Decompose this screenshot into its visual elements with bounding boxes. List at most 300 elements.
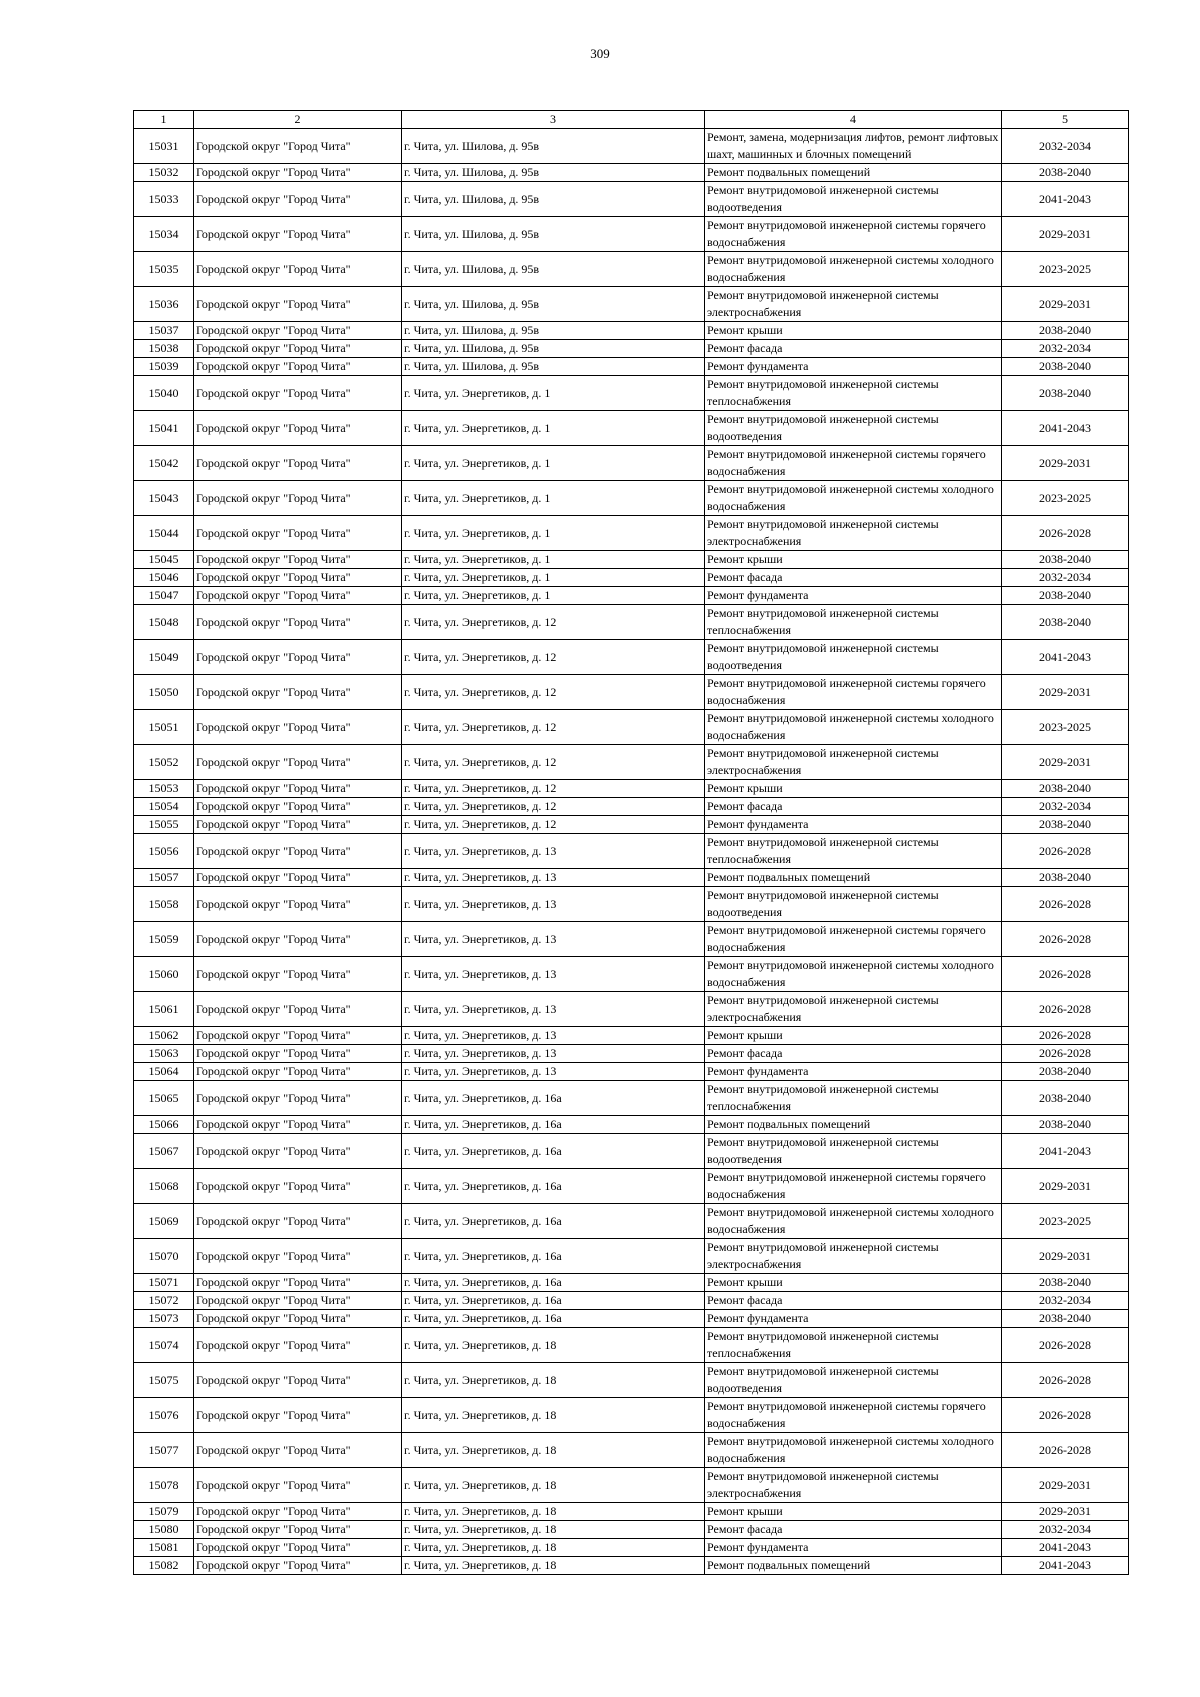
work-type-cell: Ремонт внутридомовой инженерной системы теплоснабжения <box>705 1081 1002 1116</box>
address-cell: г. Чита, ул. Энергетиков, д. 12 <box>402 798 705 816</box>
period-cell: 2023-2025 <box>1002 710 1129 745</box>
column-header: 1 <box>134 111 194 129</box>
table-row <box>134 164 1129 182</box>
row-number: 15033 <box>134 182 194 217</box>
period-cell: 2029-2031 <box>1002 1468 1129 1503</box>
address-cell: г. Чита, ул. Энергетиков, д. 12 <box>402 605 705 640</box>
repair-schedule-table <box>133 110 1129 1575</box>
work-type-cell: Ремонт внутридомовой инженерной системы горячего водоснабжения <box>705 446 1002 481</box>
address-cell: г. Чита, ул. Энергетиков, д. 18 <box>402 1363 705 1398</box>
municipality-cell: Городской округ "Город Чита" <box>194 922 402 957</box>
address-cell: г. Чита, ул. Шилова, д. 95в <box>402 217 705 252</box>
table-row <box>134 1363 1129 1398</box>
work-type-cell: Ремонт фасада <box>705 1521 1002 1539</box>
row-number: 15075 <box>134 1363 194 1398</box>
period-cell: 2041-2043 <box>1002 411 1129 446</box>
work-type-cell: Ремонт фундамента <box>705 1063 1002 1081</box>
period-cell: 2029-2031 <box>1002 1169 1129 1204</box>
period-cell: 2038-2040 <box>1002 1116 1129 1134</box>
table-row <box>134 710 1129 745</box>
table-row <box>134 129 1129 164</box>
work-type-cell: Ремонт подвальных помещений <box>705 869 1002 887</box>
period-cell: 2032-2034 <box>1002 1292 1129 1310</box>
table-row <box>134 834 1129 869</box>
row-number: 15044 <box>134 516 194 551</box>
work-type-cell: Ремонт внутридомовой инженерной системы электроснабжения <box>705 287 1002 322</box>
row-number: 15046 <box>134 569 194 587</box>
address-cell: г. Чита, ул. Энергетиков, д. 13 <box>402 957 705 992</box>
row-number: 15049 <box>134 640 194 675</box>
work-type-cell: Ремонт внутридомовой инженерной системы водоотведения <box>705 1363 1002 1398</box>
table-row <box>134 551 1129 569</box>
work-type-cell: Ремонт фасада <box>705 569 1002 587</box>
period-cell: 2026-2028 <box>1002 922 1129 957</box>
municipality-cell: Городской округ "Город Чита" <box>194 569 402 587</box>
period-cell: 2029-2031 <box>1002 675 1129 710</box>
period-cell: 2026-2028 <box>1002 516 1129 551</box>
work-type-cell: Ремонт внутридомовой инженерной системы электроснабжения <box>705 1239 1002 1274</box>
period-cell: 2026-2028 <box>1002 1433 1129 1468</box>
address-cell: г. Чита, ул. Энергетиков, д. 16а <box>402 1081 705 1116</box>
municipality-cell: Городской округ "Город Чита" <box>194 481 402 516</box>
period-cell: 2029-2031 <box>1002 446 1129 481</box>
municipality-cell: Городской округ "Город Чита" <box>194 217 402 252</box>
table-row <box>134 1169 1129 1204</box>
work-type-cell: Ремонт фундамента <box>705 587 1002 605</box>
table-row <box>134 1539 1129 1557</box>
period-cell: 2038-2040 <box>1002 780 1129 798</box>
municipality-cell: Городской округ "Город Чита" <box>194 1539 402 1557</box>
municipality-cell: Городской округ "Город Чита" <box>194 446 402 481</box>
table-row <box>134 1503 1129 1521</box>
address-cell: г. Чита, ул. Шилова, д. 95в <box>402 164 705 182</box>
address-cell: г. Чита, ул. Энергетиков, д. 13 <box>402 834 705 869</box>
period-cell: 2026-2028 <box>1002 1398 1129 1433</box>
row-number: 15057 <box>134 869 194 887</box>
period-cell: 2038-2040 <box>1002 376 1129 411</box>
municipality-cell: Городской округ "Город Чита" <box>194 816 402 834</box>
address-cell: г. Чита, ул. Энергетиков, д. 1 <box>402 376 705 411</box>
table-row <box>134 1027 1129 1045</box>
work-type-cell: Ремонт внутридомовой инженерной системы горячего водоснабжения <box>705 1169 1002 1204</box>
period-cell: 2038-2040 <box>1002 164 1129 182</box>
table-row <box>134 605 1129 640</box>
row-number: 15061 <box>134 992 194 1027</box>
row-number: 15047 <box>134 587 194 605</box>
work-type-cell: Ремонт крыши <box>705 1274 1002 1292</box>
period-cell: 2038-2040 <box>1002 605 1129 640</box>
municipality-cell: Городской округ "Город Чита" <box>194 358 402 376</box>
period-cell: 2038-2040 <box>1002 816 1129 834</box>
work-type-cell: Ремонт подвальных помещений <box>705 164 1002 182</box>
address-cell: г. Чита, ул. Энергетиков, д. 16а <box>402 1169 705 1204</box>
page-number: 309 <box>590 46 610 61</box>
row-number: 15054 <box>134 798 194 816</box>
work-type-cell: Ремонт фундамента <box>705 1310 1002 1328</box>
table-row <box>134 1557 1129 1575</box>
row-number: 15051 <box>134 710 194 745</box>
row-number: 15038 <box>134 340 194 358</box>
work-type-cell: Ремонт крыши <box>705 780 1002 798</box>
work-type-cell: Ремонт внутридомовой инженерной системы холодного водоснабжения <box>705 1204 1002 1239</box>
row-number: 15078 <box>134 1468 194 1503</box>
period-cell: 2038-2040 <box>1002 1081 1129 1116</box>
municipality-cell: Городской округ "Город Чита" <box>194 1274 402 1292</box>
work-type-cell: Ремонт внутридомовой инженерной системы теплоснабжения <box>705 605 1002 640</box>
address-cell: г. Чита, ул. Шилова, д. 95в <box>402 252 705 287</box>
municipality-cell: Городской округ "Город Чита" <box>194 1116 402 1134</box>
row-number: 15058 <box>134 887 194 922</box>
municipality-cell: Городской округ "Город Чита" <box>194 287 402 322</box>
table-row <box>134 182 1129 217</box>
address-cell: г. Чита, ул. Энергетиков, д. 1 <box>402 569 705 587</box>
table-row <box>134 780 1129 798</box>
municipality-cell: Городской округ "Город Чита" <box>194 551 402 569</box>
address-cell: г. Чита, ул. Энергетиков, д. 13 <box>402 1063 705 1081</box>
period-cell: 2038-2040 <box>1002 869 1129 887</box>
row-number: 15050 <box>134 675 194 710</box>
address-cell: г. Чита, ул. Энергетиков, д. 1 <box>402 516 705 551</box>
row-number: 15072 <box>134 1292 194 1310</box>
row-number: 15040 <box>134 376 194 411</box>
table-row <box>134 640 1129 675</box>
address-cell: г. Чита, ул. Энергетиков, д. 13 <box>402 992 705 1027</box>
table-row <box>134 340 1129 358</box>
municipality-cell: Городской округ "Город Чита" <box>194 957 402 992</box>
table-body <box>134 129 1129 1575</box>
municipality-cell: Городской округ "Город Чита" <box>194 516 402 551</box>
municipality-cell: Городской округ "Город Чита" <box>194 1328 402 1363</box>
work-type-cell: Ремонт, замена, модернизация лифтов, ремонт лифтовых шахт, машинных и блочных помещений <box>705 129 1002 164</box>
period-cell: 2032-2034 <box>1002 340 1129 358</box>
row-number: 15034 <box>134 217 194 252</box>
municipality-cell: Городской округ "Город Чита" <box>194 798 402 816</box>
address-cell: г. Чита, ул. Шилова, д. 95в <box>402 322 705 340</box>
address-cell: г. Чита, ул. Энергетиков, д. 18 <box>402 1468 705 1503</box>
row-number: 15068 <box>134 1169 194 1204</box>
work-type-cell: Ремонт внутридомовой инженерной системы электроснабжения <box>705 745 1002 780</box>
period-cell: 2029-2031 <box>1002 1239 1129 1274</box>
row-number: 15065 <box>134 1081 194 1116</box>
table-row <box>134 1328 1129 1363</box>
address-cell: г. Чита, ул. Шилова, д. 95в <box>402 129 705 164</box>
address-cell: г. Чита, ул. Энергетиков, д. 13 <box>402 1027 705 1045</box>
address-cell: г. Чита, ул. Энергетиков, д. 18 <box>402 1539 705 1557</box>
work-type-cell: Ремонт внутридомовой инженерной системы теплоснабжения <box>705 1328 1002 1363</box>
row-number: 15059 <box>134 922 194 957</box>
municipality-cell: Городской округ "Город Чита" <box>194 1433 402 1468</box>
address-cell: г. Чита, ул. Энергетиков, д. 16а <box>402 1239 705 1274</box>
table-row <box>134 1116 1129 1134</box>
row-number: 15069 <box>134 1204 194 1239</box>
column-header: 4 <box>705 111 1002 129</box>
table-header-row <box>134 111 1129 129</box>
address-cell: г. Чита, ул. Энергетиков, д. 12 <box>402 710 705 745</box>
row-number: 15060 <box>134 957 194 992</box>
table-row <box>134 887 1129 922</box>
address-cell: г. Чита, ул. Энергетиков, д. 18 <box>402 1503 705 1521</box>
table-row <box>134 745 1129 780</box>
table-row <box>134 481 1129 516</box>
municipality-cell: Городской округ "Город Чита" <box>194 869 402 887</box>
row-number: 15071 <box>134 1274 194 1292</box>
table-row <box>134 1134 1129 1169</box>
table-row <box>134 1398 1129 1433</box>
work-type-cell: Ремонт внутридомовой инженерной системы горячего водоснабжения <box>705 217 1002 252</box>
municipality-cell: Городской округ "Город Чита" <box>194 640 402 675</box>
row-number: 15052 <box>134 745 194 780</box>
work-type-cell: Ремонт внутридомовой инженерной системы горячего водоснабжения <box>705 1398 1002 1433</box>
period-cell: 2023-2025 <box>1002 481 1129 516</box>
table-row <box>134 1045 1129 1063</box>
work-type-cell: Ремонт крыши <box>705 551 1002 569</box>
period-cell: 2038-2040 <box>1002 358 1129 376</box>
row-number: 15032 <box>134 164 194 182</box>
table-row <box>134 252 1129 287</box>
period-cell: 2041-2043 <box>1002 1539 1129 1557</box>
period-cell: 2032-2034 <box>1002 569 1129 587</box>
municipality-cell: Городской округ "Город Чита" <box>194 1239 402 1274</box>
row-number: 15077 <box>134 1433 194 1468</box>
period-cell: 2029-2031 <box>1002 217 1129 252</box>
period-cell: 2026-2028 <box>1002 1045 1129 1063</box>
municipality-cell: Городской округ "Город Чита" <box>194 1027 402 1045</box>
municipality-cell: Городской округ "Город Чита" <box>194 1204 402 1239</box>
table-row <box>134 411 1129 446</box>
period-cell: 2032-2034 <box>1002 1521 1129 1539</box>
period-cell: 2026-2028 <box>1002 992 1129 1027</box>
municipality-cell: Городской округ "Город Чита" <box>194 252 402 287</box>
row-number: 15062 <box>134 1027 194 1045</box>
period-cell: 2029-2031 <box>1002 287 1129 322</box>
table-row <box>134 1204 1129 1239</box>
table-row <box>134 322 1129 340</box>
row-number: 15055 <box>134 816 194 834</box>
address-cell: г. Чита, ул. Энергетиков, д. 12 <box>402 745 705 780</box>
work-type-cell: Ремонт внутридомовой инженерной системы водоотведения <box>705 182 1002 217</box>
table-row <box>134 957 1129 992</box>
municipality-cell: Городской округ "Город Чита" <box>194 605 402 640</box>
work-type-cell: Ремонт фасада <box>705 1292 1002 1310</box>
address-cell: г. Чита, ул. Шилова, д. 95в <box>402 340 705 358</box>
municipality-cell: Городской округ "Город Чита" <box>194 129 402 164</box>
table-row <box>134 1292 1129 1310</box>
period-cell: 2023-2025 <box>1002 252 1129 287</box>
municipality-cell: Городской округ "Город Чита" <box>194 1081 402 1116</box>
address-cell: г. Чита, ул. Энергетиков, д. 13 <box>402 887 705 922</box>
period-cell: 2041-2043 <box>1002 640 1129 675</box>
municipality-cell: Городской округ "Город Чита" <box>194 1363 402 1398</box>
work-type-cell: Ремонт внутридомовой инженерной системы холодного водоснабжения <box>705 957 1002 992</box>
municipality-cell: Городской округ "Город Чита" <box>194 164 402 182</box>
period-cell: 2041-2043 <box>1002 182 1129 217</box>
municipality-cell: Городской округ "Город Чита" <box>194 834 402 869</box>
row-number: 15063 <box>134 1045 194 1063</box>
row-number: 15031 <box>134 129 194 164</box>
row-number: 15037 <box>134 322 194 340</box>
work-type-cell: Ремонт фасада <box>705 340 1002 358</box>
row-number: 15035 <box>134 252 194 287</box>
period-cell: 2038-2040 <box>1002 1310 1129 1328</box>
row-number: 15073 <box>134 1310 194 1328</box>
column-header: 2 <box>194 111 402 129</box>
table-row <box>134 798 1129 816</box>
table-row <box>134 217 1129 252</box>
row-number: 15070 <box>134 1239 194 1274</box>
work-type-cell: Ремонт фасада <box>705 1045 1002 1063</box>
work-type-cell: Ремонт крыши <box>705 1503 1002 1521</box>
municipality-cell: Городской округ "Город Чита" <box>194 1045 402 1063</box>
column-header: 3 <box>402 111 705 129</box>
table-row <box>134 1433 1129 1468</box>
period-cell: 2026-2028 <box>1002 834 1129 869</box>
work-type-cell: Ремонт внутридомовой инженерной системы электроснабжения <box>705 516 1002 551</box>
table-row <box>134 587 1129 605</box>
table-row <box>134 287 1129 322</box>
table-row <box>134 1274 1129 1292</box>
period-cell: 2038-2040 <box>1002 587 1129 605</box>
work-type-cell: Ремонт внутридомовой инженерной системы водоотведения <box>705 887 1002 922</box>
municipality-cell: Городской округ "Город Чита" <box>194 1468 402 1503</box>
period-cell: 2023-2025 <box>1002 1204 1129 1239</box>
municipality-cell: Городской округ "Город Чита" <box>194 182 402 217</box>
table-row <box>134 569 1129 587</box>
municipality-cell: Городской округ "Город Чита" <box>194 1557 402 1575</box>
row-number: 15082 <box>134 1557 194 1575</box>
work-type-cell: Ремонт внутридомовой инженерной системы горячего водоснабжения <box>705 675 1002 710</box>
period-cell: 2029-2031 <box>1002 745 1129 780</box>
table-row <box>134 869 1129 887</box>
address-cell: г. Чита, ул. Энергетиков, д. 1 <box>402 481 705 516</box>
work-type-cell: Ремонт крыши <box>705 322 1002 340</box>
municipality-cell: Городской округ "Город Чита" <box>194 411 402 446</box>
municipality-cell: Городской округ "Город Чита" <box>194 376 402 411</box>
address-cell: г. Чита, ул. Энергетиков, д. 1 <box>402 446 705 481</box>
address-cell: г. Чита, ул. Энергетиков, д. 18 <box>402 1557 705 1575</box>
row-number: 15039 <box>134 358 194 376</box>
address-cell: г. Чита, ул. Энергетиков, д. 16а <box>402 1204 705 1239</box>
municipality-cell: Городской округ "Город Чита" <box>194 1292 402 1310</box>
row-number: 15067 <box>134 1134 194 1169</box>
row-number: 15041 <box>134 411 194 446</box>
address-cell: г. Чита, ул. Шилова, д. 95в <box>402 287 705 322</box>
period-cell: 2029-2031 <box>1002 1503 1129 1521</box>
work-type-cell: Ремонт внутридомовой инженерной системы водоотведения <box>705 640 1002 675</box>
table-row <box>134 516 1129 551</box>
address-cell: г. Чита, ул. Энергетиков, д. 13 <box>402 1045 705 1063</box>
address-cell: г. Чита, ул. Энергетиков, д. 12 <box>402 816 705 834</box>
work-type-cell: Ремонт внутридомовой инженерной системы холодного водоснабжения <box>705 481 1002 516</box>
address-cell: г. Чита, ул. Энергетиков, д. 16а <box>402 1134 705 1169</box>
work-type-cell: Ремонт подвальных помещений <box>705 1116 1002 1134</box>
period-cell: 2032-2034 <box>1002 129 1129 164</box>
work-type-cell: Ремонт внутридомовой инженерной системы электроснабжения <box>705 992 1002 1027</box>
table-row <box>134 816 1129 834</box>
address-cell: г. Чита, ул. Энергетиков, д. 16а <box>402 1116 705 1134</box>
period-cell: 2032-2034 <box>1002 798 1129 816</box>
address-cell: г. Чита, ул. Энергетиков, д. 1 <box>402 551 705 569</box>
address-cell: г. Чита, ул. Энергетиков, д. 18 <box>402 1398 705 1433</box>
municipality-cell: Городской округ "Город Чита" <box>194 887 402 922</box>
table-row <box>134 675 1129 710</box>
municipality-cell: Городской округ "Город Чита" <box>194 1398 402 1433</box>
municipality-cell: Городской округ "Город Чита" <box>194 675 402 710</box>
table-row <box>134 1081 1129 1116</box>
period-cell: 2038-2040 <box>1002 551 1129 569</box>
row-number: 15056 <box>134 834 194 869</box>
municipality-cell: Городской округ "Город Чита" <box>194 780 402 798</box>
row-number: 15043 <box>134 481 194 516</box>
period-cell: 2038-2040 <box>1002 322 1129 340</box>
address-cell: г. Чита, ул. Шилова, д. 95в <box>402 358 705 376</box>
row-number: 15045 <box>134 551 194 569</box>
work-type-cell: Ремонт внутридомовой инженерной системы водоотведения <box>705 1134 1002 1169</box>
row-number: 15048 <box>134 605 194 640</box>
work-type-cell: Ремонт фундамента <box>705 358 1002 376</box>
work-type-cell: Ремонт подвальных помещений <box>705 1557 1002 1575</box>
municipality-cell: Городской округ "Город Чита" <box>194 1503 402 1521</box>
work-type-cell: Ремонт внутридомовой инженерной системы холодного водоснабжения <box>705 710 1002 745</box>
work-type-cell: Ремонт фасада <box>705 798 1002 816</box>
table-row <box>134 1239 1129 1274</box>
table-row <box>134 1521 1129 1539</box>
row-number: 15036 <box>134 287 194 322</box>
address-cell: г. Чита, ул. Шилова, д. 95в <box>402 182 705 217</box>
address-cell: г. Чита, ул. Энергетиков, д. 12 <box>402 780 705 798</box>
municipality-cell: Городской округ "Город Чита" <box>194 992 402 1027</box>
municipality-cell: Городской округ "Город Чита" <box>194 1521 402 1539</box>
column-header: 5 <box>1002 111 1129 129</box>
period-cell: 2041-2043 <box>1002 1134 1129 1169</box>
period-cell: 2038-2040 <box>1002 1274 1129 1292</box>
row-number: 15081 <box>134 1539 194 1557</box>
address-cell: г. Чита, ул. Энергетиков, д. 16а <box>402 1274 705 1292</box>
municipality-cell: Городской округ "Город Чита" <box>194 745 402 780</box>
table-row <box>134 992 1129 1027</box>
period-cell: 2026-2028 <box>1002 1027 1129 1045</box>
municipality-cell: Городской округ "Город Чита" <box>194 1134 402 1169</box>
municipality-cell: Городской округ "Город Чита" <box>194 1169 402 1204</box>
table-row <box>134 376 1129 411</box>
table-row <box>134 1468 1129 1503</box>
municipality-cell: Городской округ "Город Чита" <box>194 587 402 605</box>
table-row <box>134 446 1129 481</box>
work-type-cell: Ремонт внутридомовой инженерной системы холодного водоснабжения <box>705 1433 1002 1468</box>
period-cell: 2026-2028 <box>1002 957 1129 992</box>
work-type-cell: Ремонт крыши <box>705 1027 1002 1045</box>
address-cell: г. Чита, ул. Энергетиков, д. 18 <box>402 1328 705 1363</box>
work-type-cell: Ремонт внутридомовой инженерной системы холодного водоснабжения <box>705 252 1002 287</box>
row-number: 15053 <box>134 780 194 798</box>
row-number: 15064 <box>134 1063 194 1081</box>
address-cell: г. Чита, ул. Энергетиков, д. 1 <box>402 587 705 605</box>
period-cell: 2026-2028 <box>1002 1328 1129 1363</box>
work-type-cell: Ремонт внутридомовой инженерной системы электроснабжения <box>705 1468 1002 1503</box>
municipality-cell: Городской округ "Город Чита" <box>194 710 402 745</box>
table-row <box>134 1063 1129 1081</box>
address-cell: г. Чита, ул. Энергетиков, д. 1 <box>402 411 705 446</box>
address-cell: г. Чита, ул. Энергетиков, д. 16а <box>402 1292 705 1310</box>
municipality-cell: Городской округ "Город Чита" <box>194 322 402 340</box>
address-cell: г. Чита, ул. Энергетиков, д. 13 <box>402 869 705 887</box>
address-cell: г. Чита, ул. Энергетиков, д. 12 <box>402 675 705 710</box>
period-cell: 2026-2028 <box>1002 1363 1129 1398</box>
period-cell: 2026-2028 <box>1002 887 1129 922</box>
row-number: 15074 <box>134 1328 194 1363</box>
work-type-cell: Ремонт внутридомовой инженерной системы горячего водоснабжения <box>705 922 1002 957</box>
address-cell: г. Чита, ул. Энергетиков, д. 18 <box>402 1433 705 1468</box>
table-row <box>134 922 1129 957</box>
